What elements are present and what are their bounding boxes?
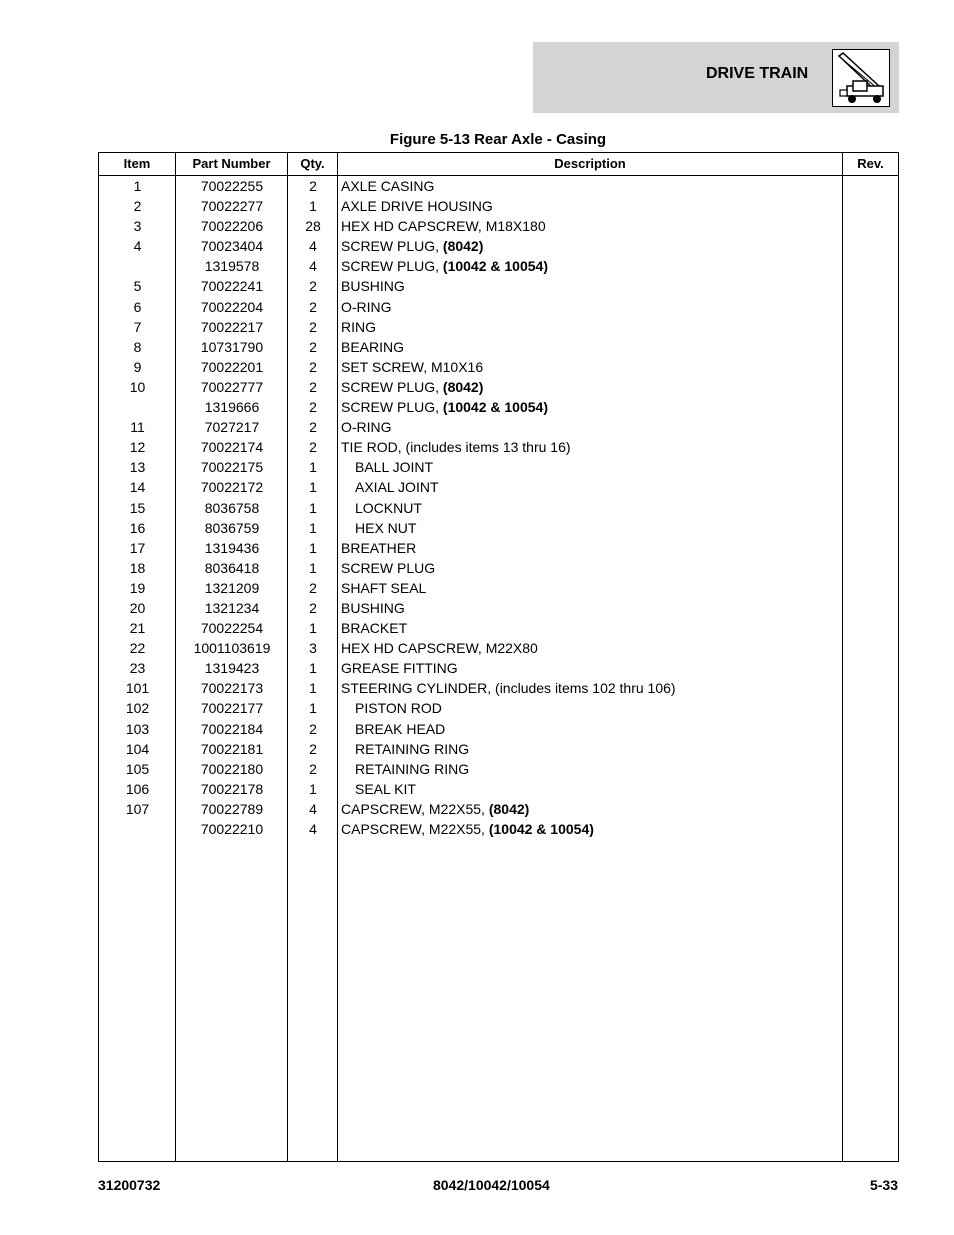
table-row bbox=[99, 195, 898, 215]
table-row bbox=[99, 376, 898, 396]
page-number: 5-33 bbox=[869, 1177, 898, 1193]
quantity: 2 bbox=[309, 378, 317, 395]
quantity: 1 bbox=[309, 539, 317, 556]
table-row bbox=[99, 657, 898, 677]
description-text: BRACKET bbox=[341, 620, 408, 637]
table-row bbox=[99, 336, 898, 356]
description bbox=[341, 377, 483, 397]
item-number: 4 bbox=[133, 238, 142, 255]
description-text: HEX NUT bbox=[355, 519, 417, 536]
model-applicability: (10042 & 10054) bbox=[488, 821, 594, 837]
quantity: 28 bbox=[305, 218, 321, 235]
item-number: 5 bbox=[133, 278, 142, 295]
table-row bbox=[99, 497, 898, 517]
quantity: 1 bbox=[309, 660, 317, 677]
quantity: 2 bbox=[309, 760, 317, 777]
description-text: RETAINING RING bbox=[355, 760, 470, 777]
part-number: 70022175 bbox=[200, 459, 264, 476]
quantity: 2 bbox=[309, 358, 317, 375]
table-row bbox=[99, 557, 898, 577]
description bbox=[341, 558, 435, 578]
part-number: 70022177 bbox=[200, 700, 264, 717]
table-row bbox=[99, 617, 898, 637]
table-row bbox=[99, 798, 898, 818]
quantity: 2 bbox=[309, 278, 317, 295]
description bbox=[341, 538, 416, 558]
description-text: GREASE FITTING bbox=[341, 660, 458, 677]
column-header-item: Item bbox=[123, 156, 151, 171]
description-text: BUSHING bbox=[341, 599, 405, 616]
table-row bbox=[99, 677, 898, 697]
quantity: 1 bbox=[309, 680, 317, 697]
description-text: SCREW PLUG, bbox=[341, 378, 443, 395]
description bbox=[355, 719, 445, 739]
quantity: 2 bbox=[309, 740, 317, 757]
figure-title: Figure 5-13 Rear Axle - Casing bbox=[389, 131, 607, 148]
table-row bbox=[99, 818, 898, 838]
model-applicability: (8042) bbox=[488, 800, 530, 817]
item-number: 11 bbox=[130, 419, 145, 436]
part-number: 70022277 bbox=[200, 198, 264, 215]
column-header-description: Description bbox=[554, 156, 626, 171]
item-number: 1 bbox=[133, 178, 142, 194]
model-numbers: 8042/10042/10054 bbox=[433, 1177, 550, 1193]
description bbox=[355, 477, 439, 497]
model-applicability: (8042) bbox=[442, 238, 484, 255]
quantity: 1 bbox=[309, 559, 317, 576]
description-text: SEAL KIT bbox=[355, 780, 416, 797]
description bbox=[341, 297, 392, 317]
item-number: 20 bbox=[129, 599, 146, 616]
description-text: LOCKNUT bbox=[355, 499, 422, 516]
description-text: SHAFT SEAL bbox=[341, 579, 427, 596]
description bbox=[341, 276, 405, 296]
quantity: 2 bbox=[309, 338, 317, 355]
table-row bbox=[99, 476, 898, 496]
description-text: BALL JOINT bbox=[355, 459, 434, 476]
item-number: 21 bbox=[129, 620, 146, 637]
table-row bbox=[99, 738, 898, 758]
parts-table bbox=[98, 152, 899, 1162]
part-number: 8036759 bbox=[204, 519, 260, 536]
quantity: 1 bbox=[309, 499, 317, 516]
item-number: 6 bbox=[133, 298, 142, 315]
quantity: 1 bbox=[309, 198, 317, 215]
part-number: 70022777 bbox=[200, 378, 264, 395]
table-row bbox=[99, 255, 898, 275]
item-number: 22 bbox=[129, 640, 146, 657]
description bbox=[341, 598, 405, 618]
description-text: PISTON ROD bbox=[355, 700, 442, 717]
part-number: 1319423 bbox=[204, 660, 260, 677]
part-number: 70022180 bbox=[200, 760, 264, 777]
description-text: AXLE CASING bbox=[341, 178, 435, 194]
item-number: 102 bbox=[125, 700, 150, 717]
quantity: 2 bbox=[309, 318, 317, 335]
table-row bbox=[99, 456, 898, 476]
item-number: 101 bbox=[125, 680, 150, 697]
quantity: 3 bbox=[309, 640, 317, 657]
item-number: 12 bbox=[129, 439, 146, 456]
description-text: O-RING bbox=[341, 298, 392, 315]
item-number: 106 bbox=[125, 780, 150, 797]
column-header-part-number: Part Number bbox=[192, 156, 271, 171]
description bbox=[341, 678, 676, 698]
part-number: 8036758 bbox=[204, 499, 260, 516]
quantity: 2 bbox=[309, 439, 317, 456]
table-row bbox=[99, 356, 898, 376]
section-title: DRIVE TRAIN bbox=[706, 65, 809, 82]
description bbox=[341, 618, 407, 638]
item-number: 18 bbox=[129, 559, 146, 576]
item-number: 10 bbox=[129, 378, 146, 395]
quantity: 2 bbox=[309, 579, 317, 596]
description bbox=[355, 457, 433, 477]
part-number: 70022789 bbox=[200, 800, 264, 817]
part-number: 1001103619 bbox=[193, 640, 271, 657]
item-number: 16 bbox=[129, 519, 146, 536]
item-number: 2 bbox=[133, 198, 142, 215]
description bbox=[341, 397, 548, 417]
description bbox=[341, 196, 493, 216]
description-text: RETAINING RING bbox=[355, 740, 470, 757]
table-row bbox=[99, 396, 898, 416]
model-applicability: (10042 & 10054) bbox=[442, 258, 548, 275]
model-applicability: (8042) bbox=[442, 378, 484, 395]
description bbox=[355, 739, 469, 759]
description bbox=[355, 518, 416, 538]
description bbox=[341, 437, 571, 457]
table-row bbox=[99, 778, 898, 798]
column-header-rev: Rev. bbox=[857, 156, 884, 171]
item-number: 17 bbox=[129, 539, 146, 556]
description bbox=[341, 337, 404, 357]
part-number: 1319436 bbox=[204, 539, 260, 556]
table-row bbox=[99, 175, 898, 195]
column-header-qty: Qty. bbox=[300, 156, 325, 171]
item-number: 23 bbox=[129, 660, 146, 677]
part-number: 7027217 bbox=[204, 419, 260, 436]
item-number: 13 bbox=[129, 459, 146, 476]
quantity: 2 bbox=[309, 178, 317, 194]
item-number: 103 bbox=[125, 720, 150, 737]
quantity: 4 bbox=[309, 238, 317, 255]
part-number: 70022217 bbox=[200, 318, 264, 335]
description bbox=[341, 256, 548, 276]
table-row bbox=[99, 537, 898, 557]
part-number: 70022173 bbox=[200, 680, 264, 697]
description bbox=[355, 698, 442, 718]
doc-number: 31200732 bbox=[98, 1177, 161, 1193]
description bbox=[341, 658, 458, 678]
description-text: SET SCREW, M10X16 bbox=[341, 358, 484, 375]
item-number: 15 bbox=[129, 499, 146, 516]
quantity: 1 bbox=[309, 459, 317, 476]
quantity: 2 bbox=[309, 419, 317, 436]
table-row bbox=[99, 597, 898, 617]
description bbox=[355, 759, 469, 779]
part-number: 70022201 bbox=[200, 358, 264, 375]
item-number: 8 bbox=[133, 338, 142, 355]
part-number: 70022172 bbox=[200, 479, 264, 496]
table-row bbox=[99, 215, 898, 235]
quantity: 4 bbox=[309, 800, 317, 817]
description bbox=[355, 498, 422, 518]
table-row bbox=[99, 697, 898, 717]
part-number: 70022206 bbox=[200, 218, 264, 235]
description bbox=[341, 819, 594, 839]
quantity: 4 bbox=[309, 821, 317, 837]
table-row bbox=[99, 436, 898, 456]
description-text: SCREW PLUG, bbox=[341, 399, 443, 416]
quantity: 1 bbox=[309, 780, 317, 797]
description bbox=[341, 578, 426, 598]
quantity: 1 bbox=[309, 700, 317, 717]
table-body bbox=[99, 175, 898, 838]
description bbox=[355, 779, 416, 799]
item-number: 9 bbox=[133, 358, 142, 375]
item-number: 3 bbox=[133, 218, 142, 235]
description bbox=[341, 317, 376, 337]
description-text: RING bbox=[341, 318, 376, 335]
item-number: 19 bbox=[129, 579, 146, 596]
part-number: 70022174 bbox=[200, 439, 264, 456]
model-applicability: (10042 & 10054) bbox=[442, 399, 548, 416]
part-number: 70022255 bbox=[200, 178, 264, 194]
table-row bbox=[99, 316, 898, 336]
table-row bbox=[99, 296, 898, 316]
item-number: 14 bbox=[129, 479, 146, 496]
description-text: STEERING CYLINDER, (includes items 102 thru 106) bbox=[341, 680, 676, 697]
item-number: 104 bbox=[125, 740, 150, 757]
description bbox=[341, 357, 483, 377]
part-number: 1321234 bbox=[204, 599, 260, 616]
part-number: 70022210 bbox=[200, 821, 264, 837]
table-row bbox=[99, 637, 898, 657]
part-number: 70022178 bbox=[200, 780, 264, 797]
quantity: 2 bbox=[309, 599, 317, 616]
item-number: 107 bbox=[125, 800, 150, 817]
part-number: 70022184 bbox=[200, 720, 264, 737]
description-text: SCREW PLUG, bbox=[341, 258, 443, 275]
quantity: 2 bbox=[309, 298, 317, 315]
description-text: CAPSCREW, M22X55, bbox=[341, 800, 489, 817]
table-row bbox=[99, 758, 898, 778]
table-row bbox=[99, 718, 898, 738]
table-row bbox=[99, 577, 898, 597]
forklift-icon bbox=[832, 49, 890, 107]
description-text: HEX HD CAPSCREW, M18X180 bbox=[341, 218, 546, 235]
part-number: 10731790 bbox=[200, 338, 264, 355]
description bbox=[341, 216, 546, 236]
description-text: BEARING bbox=[341, 338, 405, 355]
description-text: HEX HD CAPSCREW, M22X80 bbox=[341, 640, 538, 657]
item-number: 7 bbox=[133, 318, 142, 335]
table-row bbox=[99, 416, 898, 436]
part-number: 1319578 bbox=[204, 258, 260, 275]
description bbox=[341, 236, 483, 256]
part-number: 70022204 bbox=[200, 298, 264, 315]
part-number: 70023404 bbox=[200, 238, 264, 255]
part-number: 1321209 bbox=[204, 579, 260, 596]
quantity: 2 bbox=[309, 399, 317, 416]
description bbox=[341, 638, 538, 658]
description-text: SCREW PLUG bbox=[341, 559, 436, 576]
quantity: 4 bbox=[309, 258, 317, 275]
part-number: 8036418 bbox=[204, 559, 260, 576]
table-row bbox=[99, 235, 898, 255]
description-text: BUSHING bbox=[341, 278, 405, 295]
part-number: 70022181 bbox=[200, 740, 264, 757]
description bbox=[341, 799, 529, 819]
description-text: O-RING bbox=[341, 419, 392, 436]
part-number: 70022254 bbox=[200, 620, 264, 637]
part-number: 1319666 bbox=[204, 399, 260, 416]
item-number: 105 bbox=[125, 760, 150, 777]
description-text: CAPSCREW, M22X55, bbox=[341, 821, 489, 837]
description-text: BREATHER bbox=[341, 539, 417, 556]
description bbox=[341, 176, 434, 196]
description bbox=[341, 417, 392, 437]
description-text: AXIAL JOINT bbox=[355, 479, 439, 496]
quantity: 2 bbox=[309, 720, 317, 737]
part-number: 70022241 bbox=[200, 278, 264, 295]
description-text: AXLE DRIVE HOUSING bbox=[341, 198, 493, 215]
quantity: 1 bbox=[309, 620, 317, 637]
table-row bbox=[99, 275, 898, 295]
table-row bbox=[99, 517, 898, 537]
description-text: BREAK HEAD bbox=[355, 720, 446, 737]
quantity: 1 bbox=[309, 479, 317, 496]
description-text: SCREW PLUG, bbox=[341, 238, 443, 255]
description-text: TIE ROD, (includes items 13 thru 16) bbox=[341, 439, 571, 456]
quantity: 1 bbox=[309, 519, 317, 536]
